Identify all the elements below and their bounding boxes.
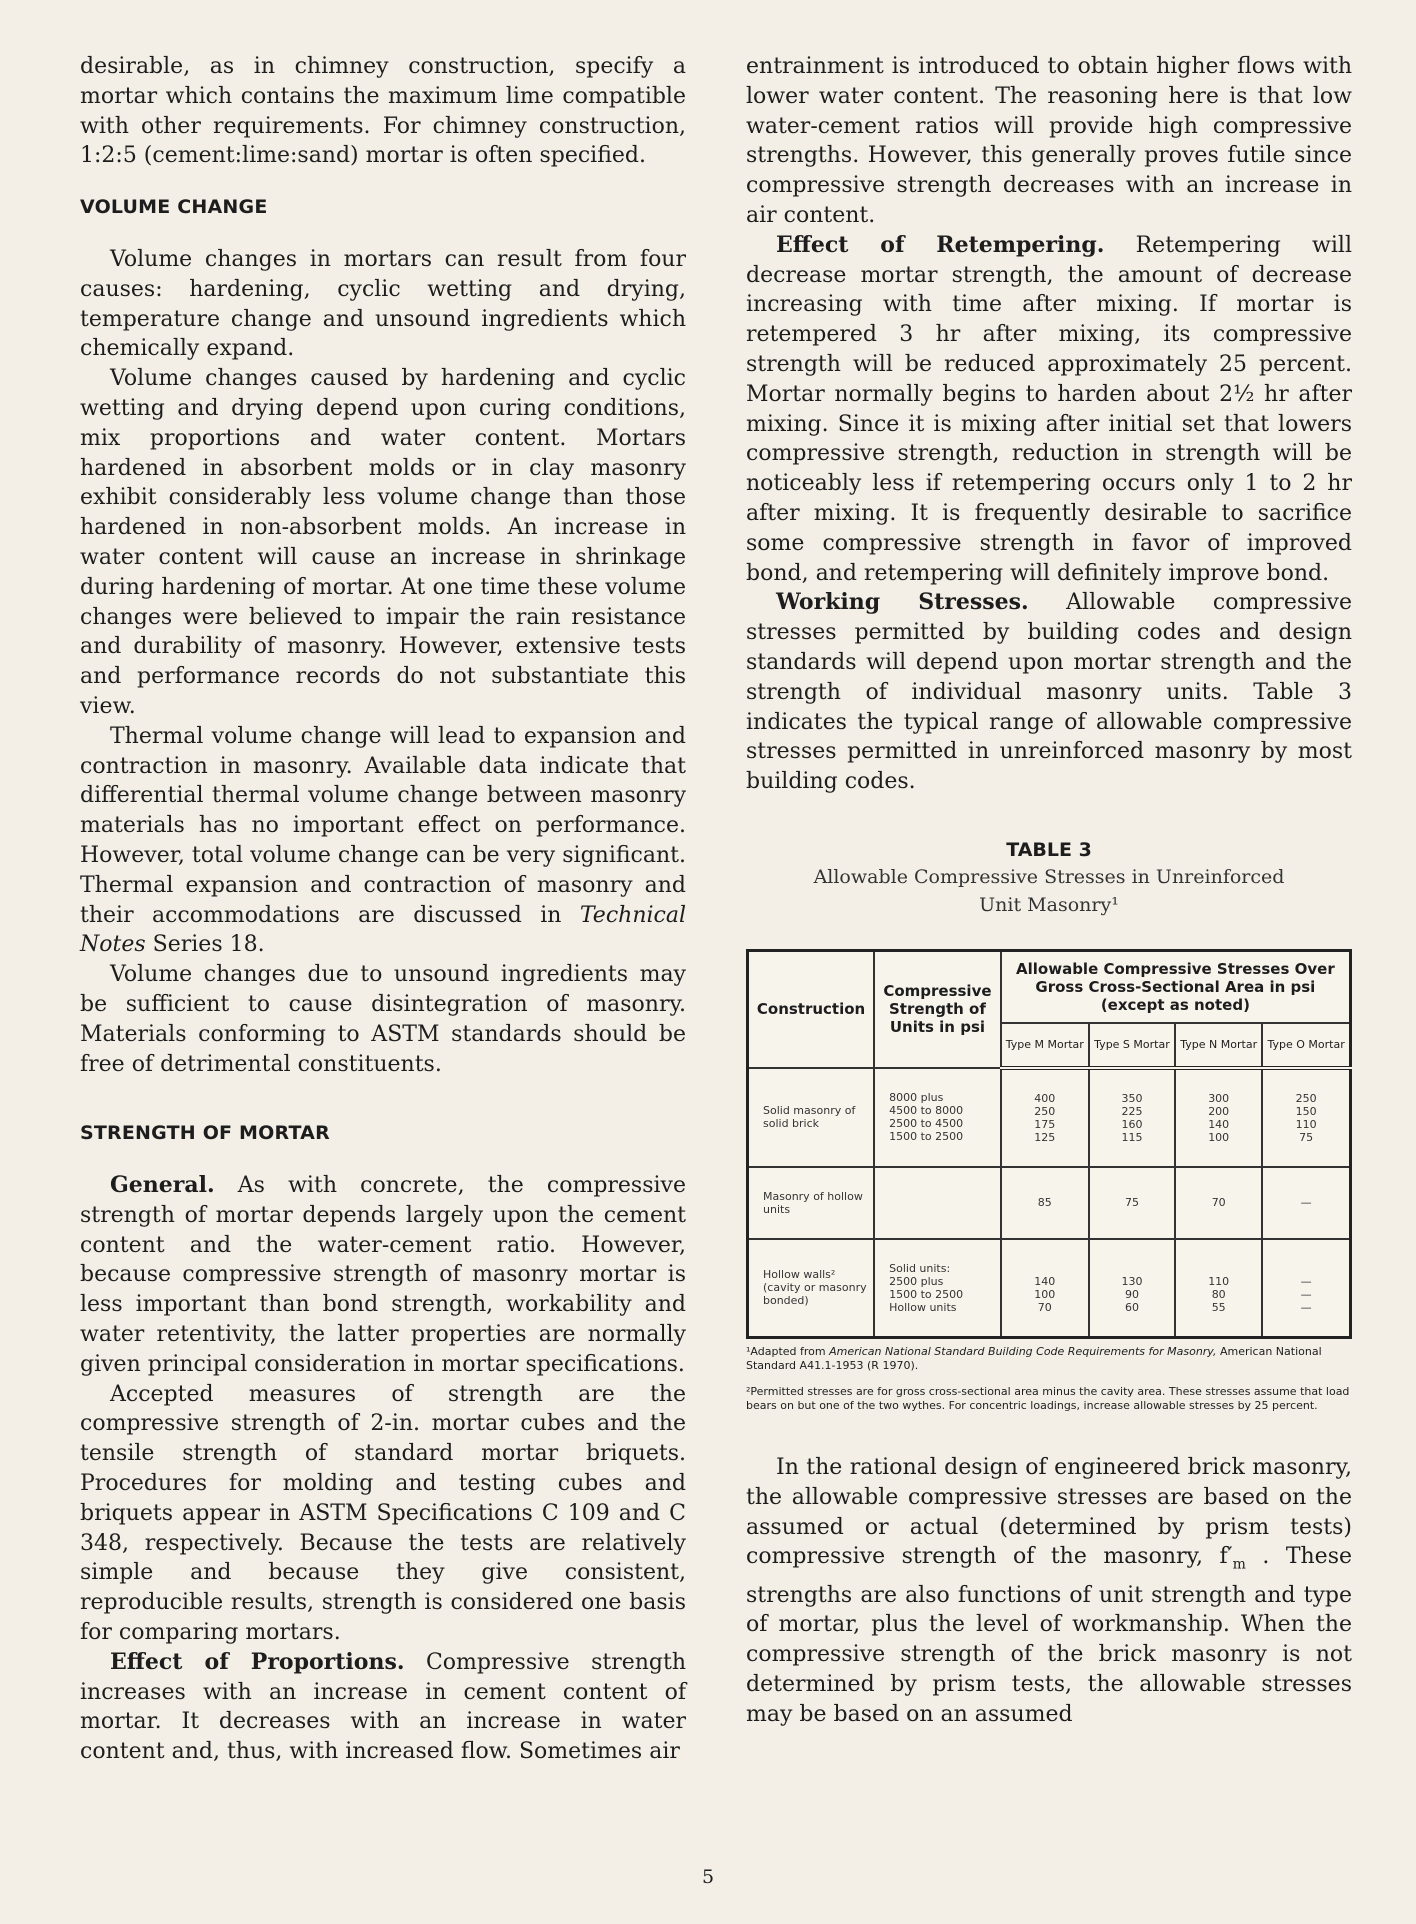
cell-type-o: — [1262, 1167, 1350, 1239]
header-type-n: Type N Mortar [1175, 1023, 1262, 1068]
header-allowable-stresses: Allowable Compressive Stresses Over Gross Cross-Sectional Area in psi (except as noted) [1001, 950, 1351, 1023]
cell-strength [874, 1167, 1001, 1239]
header-type-m: Type M Mortar [1001, 1023, 1089, 1068]
cell-construction: Hollow walls² (cavity or masonry bonded) [748, 1239, 875, 1338]
cell-construction: Solid masonry of solid brick [748, 1068, 875, 1167]
header-compressive-strength: Compressive Strength of Units in psi [874, 950, 1001, 1068]
cell-strength: 8000 plus 4500 to 8000 2500 to 4500 1500 to 2500 [874, 1068, 1001, 1167]
run-in-heading: Working Stresses. [776, 589, 1029, 616]
cell-type-m: 85 [1001, 1167, 1089, 1239]
cell-type-s: 350 225 160 115 [1089, 1068, 1175, 1167]
allowable-stress-table [746, 949, 1352, 1339]
paragraph: Volume changes in mortars can result from four causes: hardening, cyclic wetting and drying, temperature change and unsound ingredients which chemically expand. [80, 246, 686, 362]
run-in-heading: Effect of Retempering. [776, 231, 1105, 258]
cell-construction: Masonry of hollow units [748, 1167, 875, 1239]
paragraph: Effect of Proportions. Compressive strength increases with an increase in cement content of mortar. It decreases with an increase in water content and, thus, with increased flow. Sometimes air [80, 1648, 686, 1765]
paragraph: General. As with concrete, the compressive strength of mortar depends largely upon the cement content and the water-cement ratio. However, because compressive strength of masonry mortar is less important than bond strength, workability and water retentivity, the latter properties are normally given principal consideration in mortar specifications. [80, 1172, 686, 1377]
paragraph: Volume changes due to unsound ingredients may be sufficient to cause disintegration of masonry. Materials conforming to ASTM standards should be free of detrimental constituents. [80, 962, 686, 1077]
left-column [80, 52, 686, 1767]
header-construction: Construction [748, 950, 875, 1068]
paragraph: In the rational design of engineered brick masonry, the allowable compressive stresses are based on the assumed or actual (determined by prism tests) compressive strength of the masonry, $f'_m$ . These strengths are also functions of unit strength and type of mortar, plus the level of workmanship. When the compressive strength of the brick masonry is not determined by prism tests, the allowable stresses may be based on an assumed [746, 1454, 1352, 1727]
table-3 [746, 837, 1352, 1413]
right-column [746, 52, 1352, 1729]
paragraph: Volume changes caused by hardening and cyclic wetting and drying depend upon curing conditions, mix proportions and water content. Mortars hardened in absorbent molds or in clay masonry exhibit considerably less volume change than those hardened in non-absorbent molds. An increase in water content will cause an increase in shrinkage during hardening of mortar. At one time these volume changes were believed to impair the rain resistance and durability of masonry. However, extensive tests and performance records do not substantiate this view. [80, 366, 686, 719]
run-in-heading: Effect of Proportions. [110, 1648, 405, 1675]
cell-type-n: 110 80 55 [1175, 1239, 1262, 1338]
table-footnote-2: ²Permitted stresses are for gross cross-sectional area minus the cavity area. These stresses assume that load bears on but one of the two wythes. For concentric loadings, increase allowable stresses by 25 percent. [746, 1384, 1350, 1412]
section-heading-volume-change: VOLUME CHANGE [80, 196, 268, 219]
table-title: TABLE 3 [1006, 838, 1092, 861]
header-type-o: Type O Mortar [1262, 1023, 1350, 1068]
paragraph: entrainment is introduced to obtain higher flows with lower water content. The reasoning here is that low water-cement ratios will provide high compressive strengths. However, this generally proves futile since compressive strength decreases with an increase in air content. [746, 54, 1352, 228]
run-in-heading: General. [110, 1172, 215, 1199]
paragraph: Effect of Retempering. Retempering will decrease mortar strength, the amount of decrease increasing with time after mixing. If mortar is retempered 3 hr after mixing, its compressive strength will be reduced approximately 25 percent. Mortar normally begins to harden about 2½ hr after mixing. Since it is mixing after initial set that lowers compressive strength, reduction in strength will be noticeably less if retempering occurs only 1 to 2 hr after mixing. It is frequently desirable to sacrifice some compressive strength in favor of improved bond, and retempering will definitely improve bond. [746, 231, 1352, 586]
paragraph: Thermal volume change will lead to expansion and contraction in masonry. Available data indicate that differential thermal volume change between masonry materials has no important effect on performance. However, total volume change can be very significant. Thermal expansion and contraction of masonry and their accommodations are discussed in Technical Notes Series 18. [80, 723, 686, 958]
cell-type-m: 400 250 175 125 [1001, 1068, 1089, 1167]
table-subtitle: Allowable Compressive Stresses in Unreinforced Unit Masonry¹ [813, 865, 1285, 916]
header-type-s: Type S Mortar [1089, 1023, 1175, 1068]
cell-type-n: 300 200 140 100 [1175, 1068, 1262, 1167]
table-row [748, 1167, 1351, 1239]
table-footnote-1: ¹Adapted from American National Standard Building Code Requirements for Masonry, American National Standard A41.1-1953 (R 1970). [746, 1344, 1322, 1372]
section-heading-strength-of-mortar: STRENGTH OF MORTAR [80, 1122, 330, 1145]
page-number: 5 [701, 1866, 715, 1888]
cell-strength: Solid units: 2500 plus 1500 to 2500 Hollow units [874, 1239, 1001, 1338]
cell-type-s: 75 [1089, 1167, 1175, 1239]
italic-reference: Technical Notes [80, 902, 686, 958]
cell-type-n: 70 [1175, 1167, 1262, 1239]
cell-type-m: 140 100 70 [1001, 1239, 1089, 1338]
paragraph: Working Stresses. Allowable compressive stresses permitted by building codes and design standards will depend upon mortar strength and the strength of individual masonry units. Table 3 indicates the typical range of allowable compressive stresses permitted in unreinforced masonry by most building codes. [746, 589, 1352, 795]
cell-type-s: 130 90 60 [1089, 1239, 1175, 1338]
cell-type-o: 250 150 110 75 [1262, 1068, 1350, 1167]
table-row [748, 1239, 1351, 1338]
table-row [748, 1068, 1351, 1167]
cell-type-o: — — — [1262, 1239, 1350, 1338]
paragraph: desirable, as in chimney construction, specify a mortar which contains the maximum lime compatible with other requirements. For chimney construction, 1:2:5 (cement:lime:sand) mortar is often specified. [80, 54, 686, 169]
paragraph: Accepted measures of strength are the compressive strength of 2-in. mortar cubes and the tensile strength of standard mortar briquets. Procedures for molding and testing cubes and briquets appear in ASTM Specifications C 109 and C 348, respectively. Because the tests are relatively simple and because they give consistent, reproducible results, strength is considered one basis for comparing mortars. [80, 1381, 686, 1646]
